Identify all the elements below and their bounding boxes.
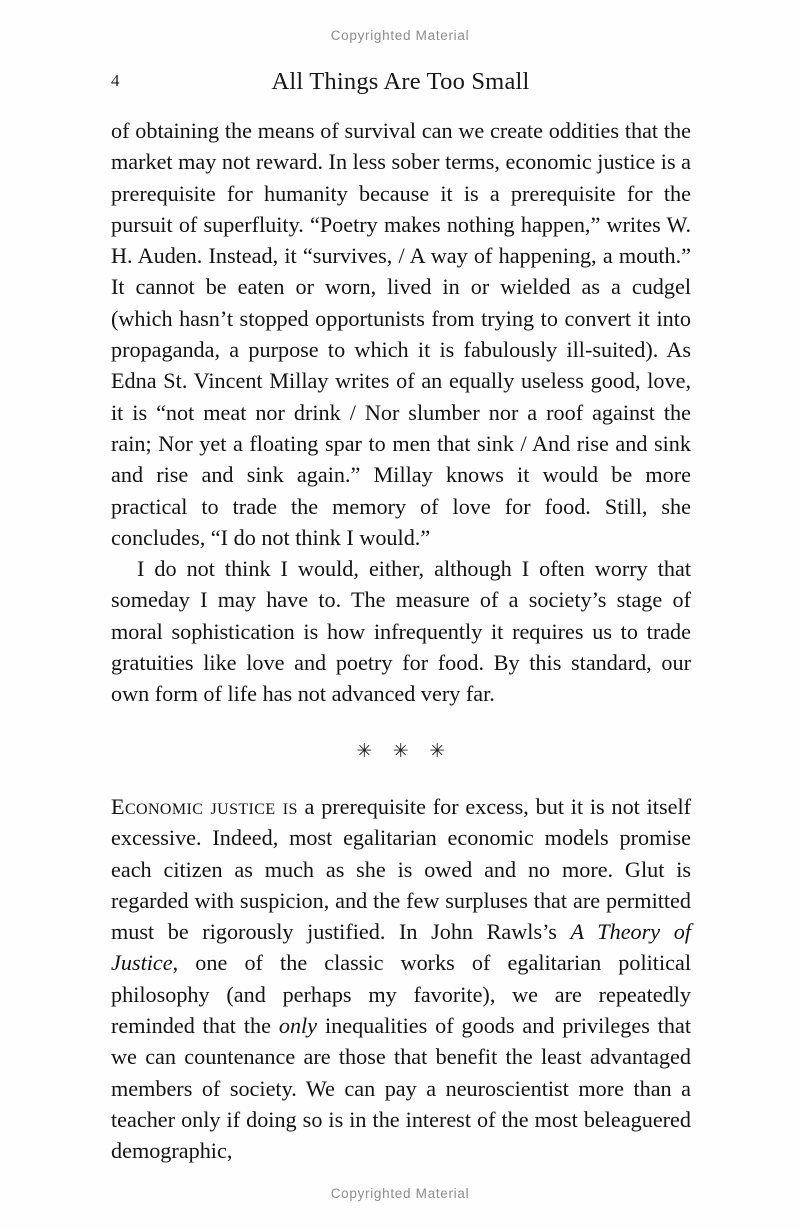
copyright-watermark-top: Copyrighted Material [330, 28, 470, 43]
paragraph-run-1: a prerequisite for excess, but it is not itself excessive. Indeed, most egalitarian economic models promise each citizen as much as she is owed and no more. Glut is regarded with suspicion, and the few surpluses that are permitted must be rigorously justified. In John Rawls’s [111, 793, 691, 945]
asterisk-icon: ✳ [356, 740, 373, 762]
divider-space-below [111, 767, 691, 791]
running-head [111, 68, 690, 98]
emphasis-italic-only: only [278, 1013, 318, 1039]
section-divider [111, 736, 691, 767]
paragraph-i-do-not-think: I do not think I would, either, although I often worry that someday I may have to. The measure of a society’s stage of moral sophistication is how infrequently it requires us to trade gratuities like love and poetry for food. By this standard, our own form of life has not advanced very far. [111, 556, 691, 707]
small-caps-opening: Economic justice is [111, 793, 298, 819]
body-text-block [111, 115, 691, 1167]
paragraph-run-2: , one of the classic works of egalitarian political philosophy (and perhaps my favorite), we are repeatedly reminded that the [111, 950, 691, 1039]
divider-space-above [111, 710, 691, 736]
running-head-title: All Things Are Too Small [271, 68, 530, 95]
asterisk-icon: ✳ [392, 740, 410, 762]
book-title-italic-theory-of-justice: A Theory of Justice [111, 919, 691, 976]
paragraph-economic-justice [111, 791, 691, 1167]
asterisk-icon: ✳ [429, 740, 446, 762]
copyright-watermark-bottom: Copyrighted Material [330, 1186, 470, 1201]
paragraph-run-3: inequalities of goods and privileges that we can countenance are those that benefit the least advantaged members of society. We can pay a neuroscientist more than a teacher only if doing so is in the interest of the most beleaguered demographic, [111, 1013, 691, 1164]
page-number: 4 [111, 71, 120, 90]
paragraph-continued: of obtaining the means of survival can we create oddities that the market may not reward. In less sober terms, economic justice is a prerequisite for humanity because it is a prerequisite for the pursuit of superfluity. “Poetry makes nothing happen,” writes W. H. Auden. Instead, it “survives, / A way of happening, a mouth.” It cannot be eaten or worn, lived in or wielded as a cudgel (which hasn’t stopped opportunists from trying to convert it into propaganda, a purpose to which it is fabulously ill-suited). As Edna St. Vincent Millay writes of an equally useless good, love, it is “not meat nor drink / Nor slumber nor a roof against the rain; Nor yet a floating spar to men that sink / And rise and sink and rise and sink again.” Millay knows it would be more practical to trade the memory of love for food. Still, she concludes, “I do not think I would.” [111, 118, 691, 550]
